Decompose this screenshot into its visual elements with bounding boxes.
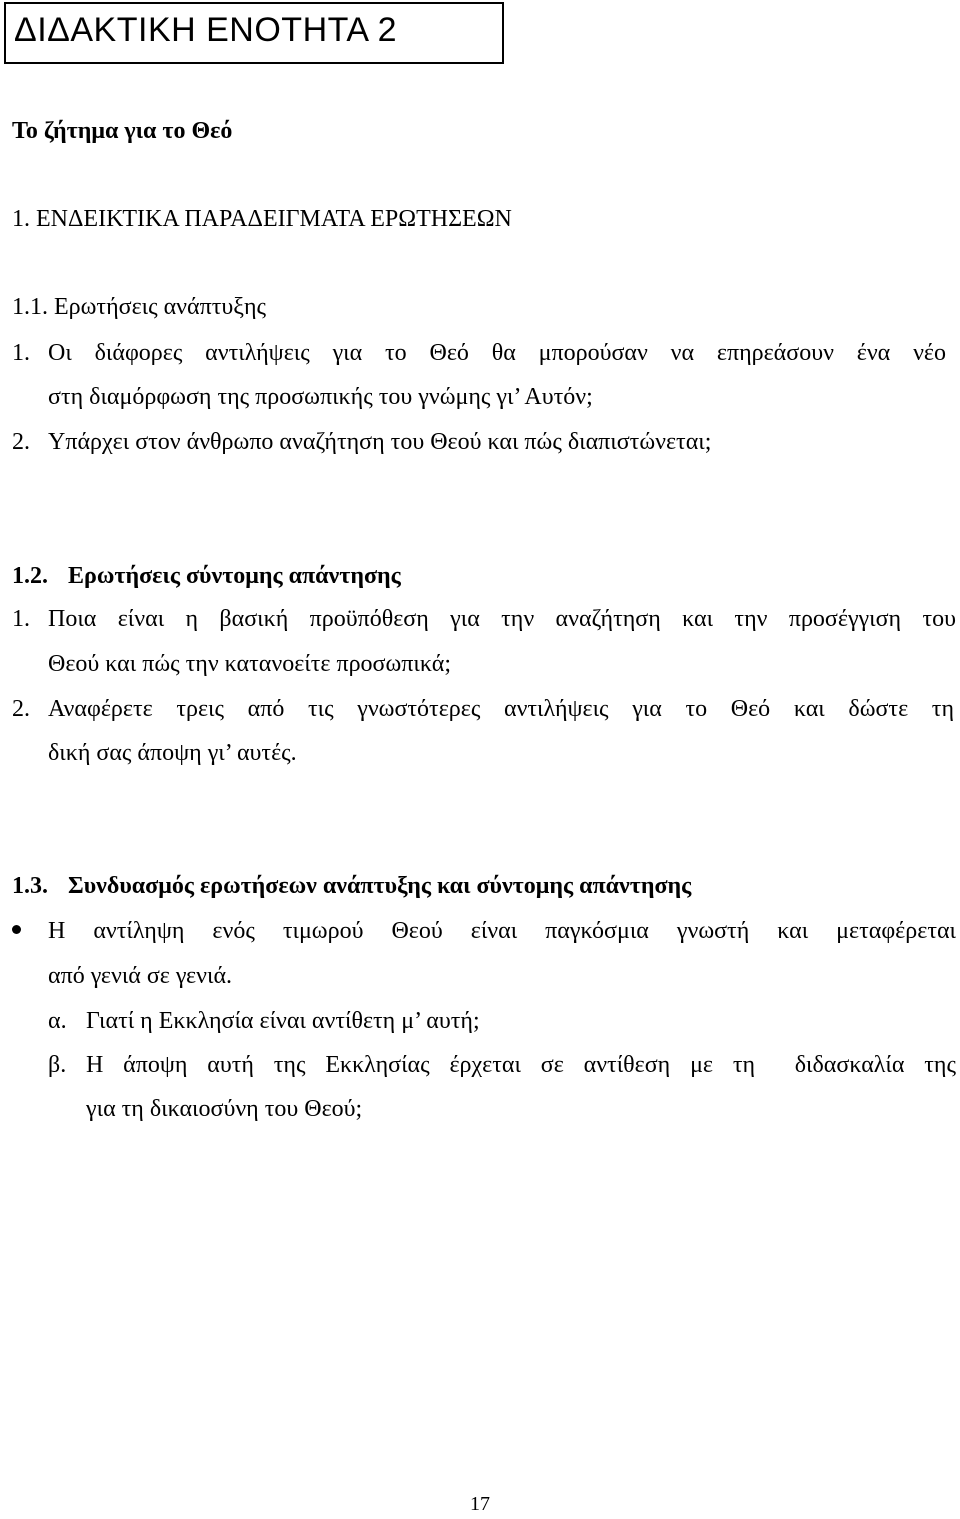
short-q1-number: 1. <box>12 606 30 632</box>
section-heading: 1. ΕΝΔΕΙΚΤΙΚΑ ΠΑΡΑΔΕΙΓΜΑΤΑ ΕΡΩΤΗΣΕΩΝ <box>12 206 512 232</box>
essay-q2-line1: Υπάρχει στον άνθρωπο αναζήτηση του Θεού και πώς διαπιστώνεται; <box>48 429 712 455</box>
short-q2-number: 2. <box>12 696 30 722</box>
essay-q1-line2: στη διαμόρφωση της προσωπικής του γνώμης γι’ Αυτόν; <box>48 384 593 410</box>
short-q1-line2: Θεού και πώς την κατανοείτε προσωπικά; <box>48 651 451 677</box>
combined-questions-heading-number: 1.3. <box>12 873 48 899</box>
essay-q2-number: 2. <box>12 429 30 455</box>
combined-bullet-line2: από γενιά σε γενιά. <box>48 963 233 989</box>
short-questions-heading: Ερωτήσεις σύντομης απάντησης <box>68 563 401 589</box>
short-questions-heading-number: 1.2. <box>12 563 48 589</box>
combined-bullet-line1: Η αντίληψη ενός τιμωρού Θεού είναι παγκόσμια γνωστή και μεταφέρεται <box>48 918 956 944</box>
sub-question-b-line1: Η άποψη αυτή της Εκκλησίας έρχεται σε αντίθεση με τη διδασκαλία της <box>86 1052 956 1078</box>
bullet-icon <box>12 925 21 934</box>
short-q2-line2: δική σας άποψη γι’ αυτές. <box>48 740 297 766</box>
essay-q1-number: 1. <box>12 340 30 366</box>
unit-title: ΔΙΔΑΚΤΙΚΗ ΕΝΟΤΗΤΑ 2 <box>14 11 398 49</box>
sub-question-b-label: β. <box>48 1052 67 1078</box>
essay-q1-line1: Οι διάφορες αντιλήψεις για το Θεό θα μπορούσαν να επηρεάσουν ένα νέο <box>48 340 946 366</box>
combined-questions-heading: Συνδυασμός ερωτήσεων ανάπτυξης και σύντομης απάντησης <box>68 873 692 899</box>
sub-question-a-text: Γιατί η Εκκλησία είναι αντίθετη μ’ αυτή; <box>86 1008 480 1034</box>
short-q1-line1: Ποια είναι η βασική προϋπόθεση για την αναζήτηση και την προσέγγιση του <box>48 606 956 632</box>
sub-question-a-label: α. <box>48 1008 67 1034</box>
essay-questions-heading: 1.1. Ερωτήσεις ανάπτυξης <box>12 294 267 320</box>
page-number: 17 <box>470 1493 490 1515</box>
unit-title-box <box>4 2 504 64</box>
topic-title: Το ζήτημα για το Θεό <box>12 118 233 144</box>
short-q2-line1: Αναφέρετε τρεις από τις γνωστότερες αντιλήψεις για το Θεό και δώστε τη <box>48 696 954 722</box>
sub-question-b-line2: για τη δικαιοσύνη του Θεού; <box>86 1096 363 1122</box>
